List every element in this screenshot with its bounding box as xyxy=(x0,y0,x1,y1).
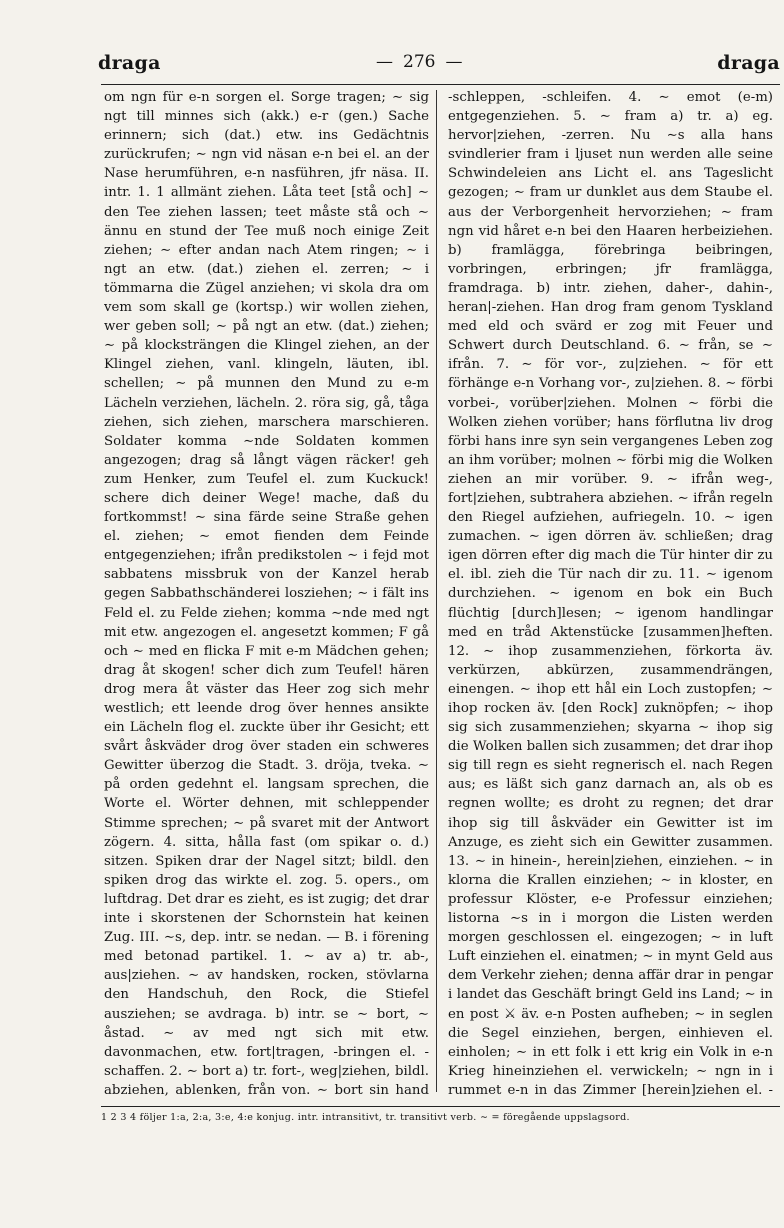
page-header xyxy=(98,52,780,78)
page-number-value: 276 xyxy=(403,52,436,72)
left-column: om ngn für e-n sorgen el. Sorge tragen; ∼ sig ngt till minnes sich (akk.) e-r (gen.) Sache erinnern; sich (dat.) etw. ins Gedächtnis zurückrufen; ∼ ngn vid näsan e-n bei el. an der Nase herumführen, e-n nasführen, jfr näsa. II. intr. 1. 1 allmänt ziehen. Låta teet [stå och] ∼ den Tee ziehen lassen; teet måste stå och ∼ ännu en stund der Tee muß noch einige Zeit ziehen; ∼ efter andan nach Atem ringen; ∼ i ngt an etw. (dat.) ziehen el. zerren; ∼ i tömmarna die Zügel anziehen; vi skola dra om vem som skall ge (kortsp.) wir wollen ziehen, wer geben soll; ∼ på ngt an etw. (dat.) ziehen; ∼ på klocksträngen die Klingel ziehen, an der Klingel ziehen, vanl. klingeln, läuten, ibl. schellen; ∼ på munnen den Mund zu e-m Lächeln verziehen, lächeln. 2. röra sig, gå, tåga ziehen, sich ziehen, marschera marschieren. Soldater komma ∼nde Soldaten kommen angezogen; drag så långt vägen räcker! geh zum Henker, zum Teufel el. zum Kuckuck! schere dich deiner Wege! mache, daß du fortkommst! ∼ sina färde seine Straße gehen el. ziehen; ∼ emot fienden dem Feinde entgegenziehen; ifrån predikstolen ∼ i fejd mot sabbatens missbruk von der Kanzel herab gegen Sabbathschänderei losziehen; ∼ i fält ins Feld el. zu Felde ziehen; komma ∼nde med ngt mit etw. angezogen el. angesetzt kommen; F gå och ∼ med en flicka F mit e-m Mädchen gehen; drag åt skogen! scher dich zum Teufel! hären drog mera åt väster das Heer zog sich mehr westlich; ett leende drog över hennes ansikte ein Lächeln flog el. zuckte über ihr Gesicht; ett svårt åskväder drog över staden ein schweres Gewitter überzog die Stadt. 3. dröja, tveka. ∼ på orden gedehnt el. langsam sprechen, die Worte el. Wörter dehnen, mit schleppender Stimme sprechen; ∼ på svaret mit der Antwort zögern. 4. sitta, hålla fast (om spikar o. d.) sitzen. Spiken drar der Nagel sitzt; bildl. den spiken drog das wirkte el. zog. 5. opers., om luftdrag. Det drar es zieht, es ist zugig; det drar inte i skorstenen der Schornstein hat keinen Zug. III. ∼s, dep. intr. se nedan. — B. i förening med betonad partikel. 1. ∼ av a) tr. ab-, aus|ziehen. ∼ av handsken, rocken, stövlarna den Handschuh, den Rock, die Stiefel ausziehen; se avdraga. b) intr. se ∼ bort, ∼ åstad. ∼ av med ngt sich mit etw. davonmachen, etw. fort|tragen, -bringen el. -schaffen. 2. ∼ bort a) tr. fort-, weg|ziehen, bildl. abziehen, ablenken, från von. ∼ bort sin hand xyxy=(104,90,429,1098)
right-column: -schleppen, -schleifen. 4. ∼ emot (e-m) entgegenziehen. 5. ∼ fram a) tr. a) eg. hervor|ziehen, -zerren. Nu ∼s alla hans svindlerier fram i ljuset nun werden alle seine Schwindeleien ans Licht el. ans Tageslicht gezogen; ∼ fram ur dunklet aus dem Staube el. aus der Verborgenheit hervorziehen; ∼ fram ngn vid håret e-n bei den Haaren herbeiziehen. b) framlägga, förebringa beibringen, vorbringen, erbringen; jfr framlägga, framdraga. b) intr. ziehen, daher-, dahin-, heran|-ziehen. Han drog fram genom Tyskland med eld och svärd er zog mit Feuer und Schwert durch Deutschland. 6. ∼ från, se ∼ ifrån. 7. ∼ för vor-, zu|ziehen. ∼ för ett förhänge e-n Vorhang vor-, zu|ziehen. 8. ∼ förbi vorbei-, vorüber|ziehen. Molnen ∼ förbi die Wolken ziehen vorüber; hans förflutna liv drog förbi hans inre syn sein vergangenes Leben zog an ihm vorüber; molnen ∼ förbi mig die Wolken ziehen an mir vorüber. 9. ∼ ifrån weg-, fort|ziehen, subtrahera abziehen. ∼ ifrån regeln den Riegel aufziehen, aufriegeln. 10. ∼ igen zumachen. ∼ igen dörren äv. schließen; drag igen dörren efter dig mach die Tür hinter dir zu el. ibl. zieh die Tür nach dir zu. 11. ∼ igenom durchziehen. ∼ igenom en bok ein Buch flüchtig [durch]lesen; ∼ igenom handlingar med en tråd Aktenstücke [zusammen]heften. 12. ∼ ihop zusammenziehen, förkorta äv. verkürzen, abkürzen, zusammendrängen, einengen. ∼ ihop ett hål ein Loch zustopfen; ∼ ihop rocken äv. [den Rock] zuknöpfen; ∼ ihop sig sich zusammenziehen; skyarna ∼ ihop sig die Wolken ballen sich zusammen; det drar ihop sig till regn es sieht regnerisch el. nach Regen aus; es läßt sich ganz darnach an, als ob es regnen wollte; es droht zu regnen; det drar ihop sig till åskväder ein Gewitter ist im Anzuge, es zieht sich ein Gewitter zusammen. 13. ∼ in hinein-, herein|ziehen, einziehen. ∼ in klorna die Krallen einziehen; ∼ in kloster, en professur Klöster, e-e Professur einziehen; listorna ∼s in i morgon die Listen werden morgen geschlossen el. eingezogen; ∼ in luft Luft einziehen el. einatmen; ∼ in mynt Geld aus dem Verkehr ziehen; denna affär drar in pengar i landet das Geschäft bringt Geld ins Land; ∼ in en post ⚔ äv. e-n Posten aufheben; ∼ in seglen die Segel einziehen, bergen, einhieven el. einholen; ∼ in ett folk i ett krig ein Volk in e-n Krieg hineinziehen el. verwickeln; ∼ ngn in i rummet e-n in das Zimmer [herein]ziehen el. - xyxy=(448,90,773,1098)
footnote-rule xyxy=(101,1106,780,1107)
headword-right: draga xyxy=(717,52,780,74)
header-rule xyxy=(101,84,780,85)
page-number: — 276 — xyxy=(376,52,463,72)
footnote: 1 2 3 4 följer 1:a, 2:a, 3:e, 4:e konjug. intr. intransitivt, tr. transitivt verb. ∼ = föregående uppslagsord. xyxy=(101,1112,630,1123)
headword-left: draga xyxy=(98,52,161,74)
column-divider xyxy=(436,90,437,1092)
